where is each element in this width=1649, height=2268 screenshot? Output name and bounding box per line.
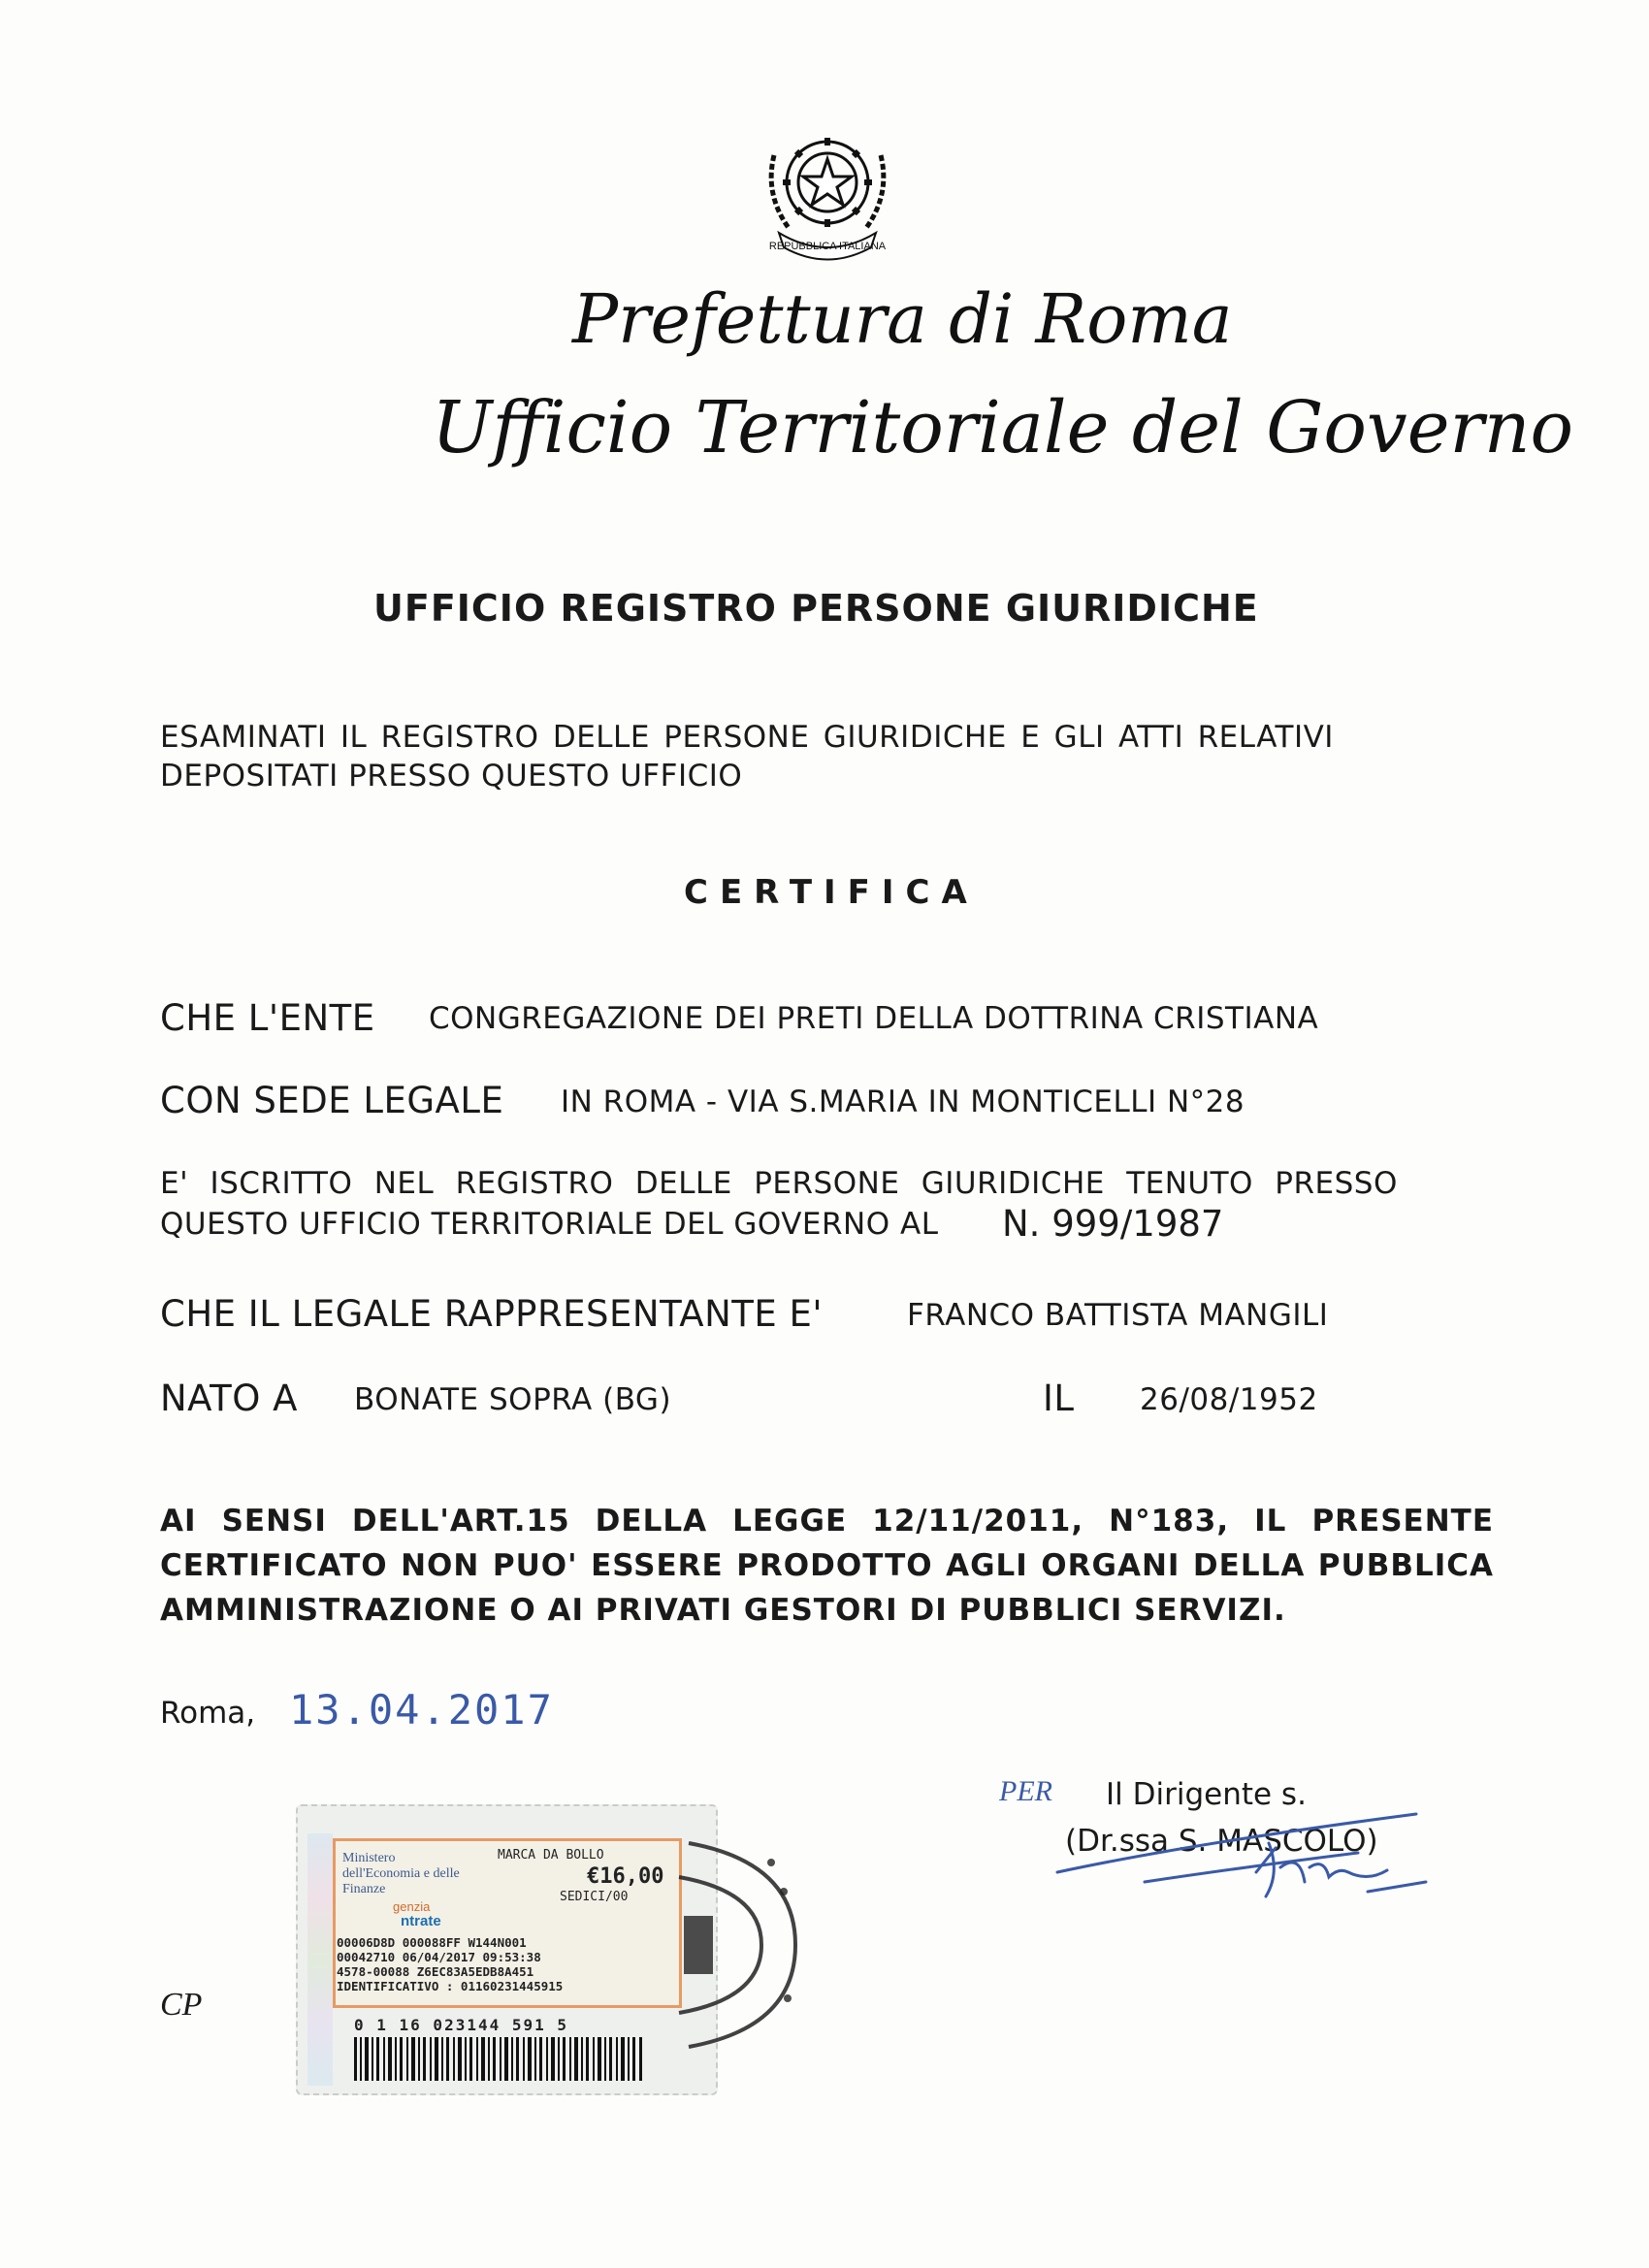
ente-label: CHE L'ENTE bbox=[160, 997, 375, 1039]
birth-date-value: 26/08/1952 bbox=[1140, 1382, 1318, 1417]
stamp-line-1: 00006D8D 000088FF W144N001 bbox=[337, 1935, 527, 1950]
place-label: Roma, bbox=[160, 1696, 256, 1731]
rappresentante-label: CHE IL LEGALE RAPPRESENTANTE E' bbox=[160, 1293, 824, 1335]
clerk-initials: CP bbox=[160, 1987, 203, 2023]
stamp-line-4: IDENTIFICATIVO : 01160231445915 bbox=[337, 1979, 564, 1993]
rappresentante-value: FRANCO BATTISTA MANGILI bbox=[907, 1298, 1329, 1333]
barcode-icon bbox=[354, 2037, 645, 2081]
registro-line-2: QUESTO UFFICIO TERRITORIALE DEL GOVERNO AL bbox=[160, 1207, 939, 1242]
stamp-code: 0 1 16 023144 591 5 bbox=[354, 2016, 569, 2034]
stamp-agenzia: genzia bbox=[393, 1899, 431, 1914]
nato-label: NATO A bbox=[160, 1377, 298, 1419]
postmark-stamp bbox=[669, 1824, 815, 2066]
prefecture-heading: Prefettura di Roma bbox=[572, 279, 1233, 359]
signatory-title: Il Dirigente s. bbox=[1106, 1777, 1307, 1812]
revenue-stamp bbox=[296, 1804, 718, 2095]
office-heading: Ufficio Territoriale del Governo bbox=[432, 386, 1574, 470]
sede-value: IN ROMA - VIA S.MARIA IN MONTICELLI N°28 bbox=[561, 1085, 1245, 1119]
intro-line-2: DEPOSITATI PRESSO QUESTO UFFICIO bbox=[160, 759, 743, 794]
registro-line-1: E' ISCRITTO NEL REGISTRO DELLE PERSONE GIURIDICHE TENUTO PRESSO bbox=[160, 1166, 1398, 1201]
birth-date-label: IL bbox=[1043, 1377, 1075, 1419]
intro-line-1: ESAMINATI IL REGISTRO DELLE PERSONE GIURIDICHE E GLI ATTI RELATIVI bbox=[160, 720, 1334, 755]
stamp-ministry: Ministero dell'Economia e delle Finanze bbox=[342, 1851, 460, 1896]
ente-value: CONGREGAZIONE DEI PRETI DELLA DOTTRINA CRISTIANA bbox=[429, 1001, 1319, 1036]
signatory-name: (Dr.ssa S. MASCOLO) bbox=[1065, 1824, 1378, 1859]
certifica-heading: CERTIFICA bbox=[684, 873, 979, 912]
stamp-line-3: 4578-00088 Z6EC83A5EDB8A451 bbox=[337, 1964, 534, 1979]
legal-notice: AI SENSI DELL'ART.15 DELLA LEGGE 12/11/2011, N°183, IL PRESENTE CERTIFICATO NON PUO' ESSERE PRODOTTO AGLI ORGANI DELLA PUBBLICA AMMINISTRAZIONE O AI PRIVATI GESTORI DI PUBBLICI SERVIZI. bbox=[160, 1504, 1494, 1628]
handwritten-date: 13.04.2017 bbox=[289, 1686, 554, 1733]
handwritten-signature bbox=[1048, 1775, 1455, 1911]
stamp-line-2: 00042710 06/04/2017 09:53:38 bbox=[337, 1950, 541, 1964]
office-title: UFFICIO REGISTRO PERSONE GIURIDICHE bbox=[373, 587, 1259, 630]
sede-label: CON SEDE LEGALE bbox=[160, 1080, 504, 1121]
svg-text:REPUBBLICA ITALIANA: REPUBBLICA ITALIANA bbox=[768, 241, 887, 252]
italian-republic-emblem-icon bbox=[745, 116, 910, 272]
stamp-amount: €16,00 bbox=[587, 1864, 664, 1889]
per-handwritten: PER bbox=[999, 1775, 1052, 1807]
stamp-marca: MARCA DA BOLLO bbox=[498, 1848, 604, 1863]
nato-value: BONATE SOPRA (BG) bbox=[354, 1382, 672, 1417]
registro-number: N. 999/1987 bbox=[1002, 1203, 1224, 1245]
stamp-hologram-strip bbox=[307, 1833, 333, 2086]
stamp-entrate: ntrate bbox=[401, 1913, 441, 1929]
stamp-amount-words: SEDICI/00 bbox=[560, 1890, 629, 1904]
